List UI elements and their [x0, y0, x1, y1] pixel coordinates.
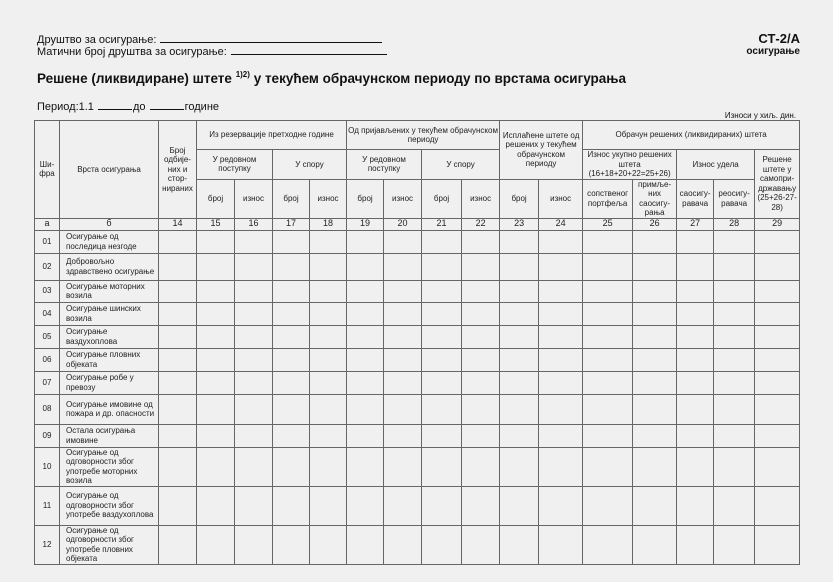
form-code: СТ-2/А: [758, 31, 800, 46]
input-cell[interactable]: [714, 447, 755, 486]
input-cell[interactable]: [384, 348, 422, 371]
row-insurance-type: Осигурање ваздухоплова: [60, 325, 159, 348]
input-cell[interactable]: [422, 325, 462, 348]
company-blank[interactable]: [160, 32, 382, 43]
table-row: [35, 230, 800, 253]
input-cell[interactable]: [539, 486, 583, 525]
input-cell[interactable]: [633, 486, 677, 525]
input-cell[interactable]: [462, 424, 500, 447]
input-cell[interactable]: [500, 280, 539, 302]
table-row: [35, 447, 800, 486]
input-cell[interactable]: [347, 253, 384, 280]
table-row: [35, 525, 800, 564]
input-cell[interactable]: [384, 394, 422, 424]
period-line: [37, 99, 219, 113]
row-code: 01: [35, 230, 60, 253]
input-cell[interactable]: [583, 486, 633, 525]
input-cell[interactable]: [500, 348, 539, 371]
input-cell[interactable]: [583, 302, 633, 325]
row-code: 07: [35, 371, 60, 394]
input-cell[interactable]: [197, 525, 235, 564]
input-cell[interactable]: [755, 325, 800, 348]
input-cell[interactable]: [197, 447, 235, 486]
input-cell[interactable]: [159, 447, 197, 486]
input-cell[interactable]: [310, 348, 347, 371]
header-count: број: [347, 179, 384, 218]
input-cell[interactable]: [197, 348, 235, 371]
input-cell[interactable]: [422, 424, 462, 447]
input-cell[interactable]: [273, 253, 310, 280]
column-number: 20: [384, 218, 422, 230]
input-cell[interactable]: [714, 525, 755, 564]
input-cell[interactable]: [197, 424, 235, 447]
header-reported-dispute: У спору: [422, 150, 500, 180]
input-cell[interactable]: [159, 348, 197, 371]
input-cell[interactable]: [633, 302, 677, 325]
input-cell[interactable]: [197, 280, 235, 302]
input-cell[interactable]: [677, 325, 714, 348]
input-cell[interactable]: [235, 230, 273, 253]
input-cell[interactable]: [755, 486, 800, 525]
input-cell[interactable]: [677, 371, 714, 394]
input-cell[interactable]: [159, 302, 197, 325]
header-amount: износ: [462, 179, 500, 218]
column-number: 25: [583, 218, 633, 230]
input-cell[interactable]: [583, 394, 633, 424]
input-cell[interactable]: [677, 230, 714, 253]
input-cell[interactable]: [384, 486, 422, 525]
input-cell[interactable]: [462, 302, 500, 325]
header-total-amount: Износ укупно решених штета (16+18+20+22=25+26): [583, 150, 677, 180]
column-number: 27: [677, 218, 714, 230]
input-cell[interactable]: [273, 371, 310, 394]
table-row: [35, 325, 800, 348]
row-insurance-type: Осигурање робе у превозу: [60, 371, 159, 394]
input-cell[interactable]: [422, 525, 462, 564]
header-count: број: [422, 179, 462, 218]
form-subtitle: осигурање: [746, 46, 800, 57]
input-cell[interactable]: [677, 280, 714, 302]
input-cell[interactable]: [462, 348, 500, 371]
row-code: 05: [35, 325, 60, 348]
input-cell[interactable]: [235, 280, 273, 302]
input-cell[interactable]: [159, 394, 197, 424]
input-cell[interactable]: [633, 325, 677, 348]
input-cell[interactable]: [422, 447, 462, 486]
input-cell[interactable]: [755, 525, 800, 564]
input-cell[interactable]: [235, 525, 273, 564]
input-cell[interactable]: [159, 230, 197, 253]
row-insurance-type: Осигурање моторних возила: [60, 280, 159, 302]
input-cell[interactable]: [677, 302, 714, 325]
input-cell[interactable]: [755, 348, 800, 371]
input-cell[interactable]: [714, 280, 755, 302]
row-insurance-type: Остала осигурања имовине: [60, 424, 159, 447]
input-cell[interactable]: [347, 230, 384, 253]
title-footnote-ref: 1)2): [235, 70, 250, 79]
header-amount: износ: [235, 179, 273, 218]
row-insurance-type: Осигурање имовине од пожара и др. опасности: [60, 394, 159, 424]
input-cell[interactable]: [197, 325, 235, 348]
input-cell[interactable]: [235, 325, 273, 348]
input-cell[interactable]: [539, 230, 583, 253]
input-cell[interactable]: [422, 253, 462, 280]
input-cell[interactable]: [235, 486, 273, 525]
input-cell[interactable]: [539, 253, 583, 280]
header-coinsurers: саосигу-равача: [677, 179, 714, 218]
input-cell[interactable]: [677, 447, 714, 486]
row-code: 12: [35, 525, 60, 564]
input-cell[interactable]: [310, 486, 347, 525]
row-code: 10: [35, 447, 60, 486]
input-cell[interactable]: [310, 325, 347, 348]
header-own-portfolio: сопственог портфеља: [583, 179, 633, 218]
input-cell[interactable]: [539, 525, 583, 564]
input-cell[interactable]: [273, 486, 310, 525]
column-number: 26: [633, 218, 677, 230]
input-cell[interactable]: [539, 394, 583, 424]
input-cell[interactable]: [462, 447, 500, 486]
input-cell[interactable]: [197, 394, 235, 424]
input-cell[interactable]: [422, 348, 462, 371]
input-cell[interactable]: [347, 280, 384, 302]
header-reported: Од пријављених у текућем обрачунском периоду: [347, 121, 500, 150]
column-number: б: [60, 218, 159, 230]
input-cell[interactable]: [500, 302, 539, 325]
input-cell[interactable]: [384, 424, 422, 447]
input-cell[interactable]: [500, 394, 539, 424]
input-cell[interactable]: [714, 371, 755, 394]
input-cell[interactable]: [714, 302, 755, 325]
input-cell[interactable]: [347, 348, 384, 371]
input-cell[interactable]: [633, 371, 677, 394]
column-number: 21: [422, 218, 462, 230]
table-row: [35, 302, 800, 325]
row-insurance-type: Осигурање од одговорности због употребе ваздухоплова: [60, 486, 159, 525]
input-cell[interactable]: [347, 394, 384, 424]
input-cell[interactable]: [714, 325, 755, 348]
input-cell[interactable]: [384, 525, 422, 564]
input-cell[interactable]: [310, 253, 347, 280]
header-received-coinsurance: примље-них саосигу-рања: [633, 179, 677, 218]
input-cell[interactable]: [755, 280, 800, 302]
input-cell[interactable]: [310, 424, 347, 447]
input-cell[interactable]: [273, 525, 310, 564]
header-reserve-regular: У редовном поступку: [197, 150, 273, 180]
input-cell[interactable]: [197, 371, 235, 394]
input-cell[interactable]: [422, 230, 462, 253]
units-note: Износи у хиљ. дин.: [724, 111, 796, 120]
period-prefix: Период:1.1: [37, 101, 94, 113]
row-code: 09: [35, 424, 60, 447]
input-cell[interactable]: [159, 280, 197, 302]
page-title: [37, 70, 626, 86]
row-code: 08: [35, 394, 60, 424]
input-cell[interactable]: [714, 253, 755, 280]
column-number: 23: [500, 218, 539, 230]
input-cell[interactable]: [539, 371, 583, 394]
header-rejected: Број одбије-них и стор-нираних: [159, 121, 197, 219]
column-number: 19: [347, 218, 384, 230]
input-cell[interactable]: [462, 280, 500, 302]
input-cell[interactable]: [235, 253, 273, 280]
input-cell[interactable]: [539, 280, 583, 302]
header-type: Врста осигурања: [60, 121, 159, 219]
row-code: 03: [35, 280, 60, 302]
row-insurance-type: Осигурање шинских возила: [60, 302, 159, 325]
input-cell[interactable]: [633, 280, 677, 302]
input-cell[interactable]: [159, 525, 197, 564]
table-row: [35, 424, 800, 447]
input-cell[interactable]: [422, 371, 462, 394]
input-cell[interactable]: [159, 253, 197, 280]
input-cell[interactable]: [755, 447, 800, 486]
row-insurance-type: Осигурање од последица незгоде: [60, 230, 159, 253]
input-cell[interactable]: [235, 371, 273, 394]
input-cell[interactable]: [273, 280, 310, 302]
input-cell[interactable]: [714, 486, 755, 525]
input-cell[interactable]: [755, 230, 800, 253]
input-cell[interactable]: [500, 525, 539, 564]
row-code: 04: [35, 302, 60, 325]
input-cell[interactable]: [310, 302, 347, 325]
input-cell[interactable]: [633, 525, 677, 564]
header-from-reserve: Из резервације претходне године: [197, 121, 347, 150]
input-cell[interactable]: [273, 325, 310, 348]
input-cell[interactable]: [583, 280, 633, 302]
table-row: [35, 280, 800, 302]
input-cell[interactable]: [273, 348, 310, 371]
input-cell[interactable]: [755, 371, 800, 394]
input-cell[interactable]: [384, 447, 422, 486]
header-reported-regular: У редовном поступку: [347, 150, 422, 180]
input-cell[interactable]: [539, 424, 583, 447]
input-cell[interactable]: [422, 394, 462, 424]
input-cell[interactable]: [235, 302, 273, 325]
input-cell[interactable]: [462, 525, 500, 564]
period-from-blank[interactable]: [98, 99, 132, 110]
input-cell[interactable]: [310, 230, 347, 253]
input-cell[interactable]: [500, 230, 539, 253]
input-cell[interactable]: [273, 394, 310, 424]
input-cell[interactable]: [583, 325, 633, 348]
header-amount: износ: [539, 179, 583, 218]
input-cell[interactable]: [197, 230, 235, 253]
input-cell[interactable]: [235, 447, 273, 486]
title-main: Решене (ликвидиране) штете: [37, 71, 232, 86]
column-number: 24: [539, 218, 583, 230]
input-cell[interactable]: [235, 424, 273, 447]
input-cell[interactable]: [235, 348, 273, 371]
input-cell[interactable]: [347, 525, 384, 564]
input-cell[interactable]: [347, 325, 384, 348]
row-insurance-type: Осигурање од одговорности због употребе моторних возила: [60, 447, 159, 486]
input-cell[interactable]: [347, 447, 384, 486]
input-cell[interactable]: [677, 253, 714, 280]
input-cell[interactable]: [235, 394, 273, 424]
input-cell[interactable]: [539, 447, 583, 486]
column-number: 15: [197, 218, 235, 230]
header-amount: износ: [384, 179, 422, 218]
header-share-amount: Износ удела: [677, 150, 755, 180]
title-rest: у текућем обрачунском периоду по врстама осигурања: [253, 71, 627, 86]
row-code: 02: [35, 253, 60, 280]
header-reserve-dispute: У спору: [273, 150, 347, 180]
header-amount: износ: [310, 179, 347, 218]
input-cell[interactable]: [384, 371, 422, 394]
input-cell[interactable]: [310, 525, 347, 564]
row-code: 06: [35, 348, 60, 371]
input-cell[interactable]: [677, 394, 714, 424]
input-cell[interactable]: [422, 486, 462, 525]
input-cell[interactable]: [310, 280, 347, 302]
input-cell[interactable]: [539, 302, 583, 325]
input-cell[interactable]: [633, 424, 677, 447]
input-cell[interactable]: [422, 280, 462, 302]
input-cell[interactable]: [197, 486, 235, 525]
row-code: 11: [35, 486, 60, 525]
input-cell[interactable]: [633, 447, 677, 486]
input-cell[interactable]: [310, 394, 347, 424]
input-cell[interactable]: [273, 302, 310, 325]
header-count: број: [273, 179, 310, 218]
column-number: 22: [462, 218, 500, 230]
input-cell[interactable]: [583, 348, 633, 371]
header-paid: Исплаћене штете од решених у текућем обрачунском периоду: [500, 121, 583, 180]
row-insurance-type: Осигурање пловних објеката: [60, 348, 159, 371]
input-cell[interactable]: [159, 371, 197, 394]
input-cell[interactable]: [755, 302, 800, 325]
column-number: 29: [755, 218, 800, 230]
input-cell[interactable]: [384, 230, 422, 253]
header-self-retention: Решене штете у самопри-државању (25+26-27-28): [755, 150, 800, 219]
input-cell[interactable]: [583, 253, 633, 280]
input-cell[interactable]: [159, 486, 197, 525]
claims-table: [34, 120, 800, 565]
input-cell[interactable]: [583, 424, 633, 447]
input-cell[interactable]: [384, 280, 422, 302]
input-cell[interactable]: [462, 230, 500, 253]
input-cell[interactable]: [500, 447, 539, 486]
input-cell[interactable]: [500, 371, 539, 394]
input-cell[interactable]: [677, 525, 714, 564]
period-to-blank[interactable]: [150, 99, 184, 110]
period-suffix: годинe: [184, 101, 220, 113]
input-cell[interactable]: [462, 325, 500, 348]
input-cell[interactable]: [500, 325, 539, 348]
row-insurance-type: Добровољно здравствено осигурање: [60, 253, 159, 280]
input-cell[interactable]: [714, 348, 755, 371]
input-cell[interactable]: [755, 424, 800, 447]
input-cell[interactable]: [714, 230, 755, 253]
input-cell[interactable]: [583, 371, 633, 394]
header-reinsurers: реосигу-равача: [714, 179, 755, 218]
input-cell[interactable]: [633, 348, 677, 371]
input-cell[interactable]: [500, 253, 539, 280]
input-cell[interactable]: [714, 394, 755, 424]
input-cell[interactable]: [273, 447, 310, 486]
input-cell[interactable]: [384, 325, 422, 348]
input-cell[interactable]: [197, 253, 235, 280]
column-number: 28: [714, 218, 755, 230]
column-number: а: [35, 218, 60, 230]
header-code: Ши-фра: [35, 121, 60, 219]
column-number: 14: [159, 218, 197, 230]
input-cell[interactable]: [347, 486, 384, 525]
input-cell[interactable]: [310, 447, 347, 486]
header-count: број: [197, 179, 235, 218]
table-row: [35, 371, 800, 394]
input-cell[interactable]: [347, 371, 384, 394]
input-cell[interactable]: [159, 325, 197, 348]
input-cell[interactable]: [633, 253, 677, 280]
table-row: [35, 348, 800, 371]
column-number: 17: [273, 218, 310, 230]
input-cell[interactable]: [755, 394, 800, 424]
input-cell[interactable]: [462, 486, 500, 525]
input-cell[interactable]: [462, 253, 500, 280]
column-number: 16: [235, 218, 273, 230]
row-insurance-type: Осигурање од одговорности због употребе пловних објеката: [60, 525, 159, 564]
header-settlement: Обрачун решених (ликвидираних) штета: [583, 121, 800, 150]
input-cell[interactable]: [347, 302, 384, 325]
registration-number-label: Матични број друштва за осигурање:: [37, 46, 227, 58]
table-row: [35, 394, 800, 424]
input-cell[interactable]: [755, 253, 800, 280]
input-cell[interactable]: [633, 230, 677, 253]
input-cell[interactable]: [462, 371, 500, 394]
table-row: [35, 253, 800, 280]
input-cell[interactable]: [677, 348, 714, 371]
input-cell[interactable]: [677, 486, 714, 525]
registration-number-field: [37, 44, 387, 59]
input-cell[interactable]: [539, 325, 583, 348]
input-cell[interactable]: [500, 424, 539, 447]
input-cell[interactable]: [197, 302, 235, 325]
registration-number-blank[interactable]: [231, 44, 387, 55]
column-numbers-row: [35, 218, 800, 230]
header-count: број: [500, 179, 539, 218]
input-cell[interactable]: [500, 486, 539, 525]
input-cell[interactable]: [384, 302, 422, 325]
input-cell[interactable]: [583, 230, 633, 253]
input-cell[interactable]: [583, 447, 633, 486]
input-cell[interactable]: [462, 394, 500, 424]
input-cell[interactable]: [633, 394, 677, 424]
table-row: [35, 486, 800, 525]
input-cell[interactable]: [273, 424, 310, 447]
input-cell[interactable]: [677, 424, 714, 447]
input-cell[interactable]: [714, 424, 755, 447]
input-cell[interactable]: [273, 230, 310, 253]
period-to-label: до: [133, 101, 146, 113]
company-label: Друштво за осигурање:: [37, 34, 157, 46]
input-cell[interactable]: [539, 348, 583, 371]
input-cell[interactable]: [583, 525, 633, 564]
input-cell[interactable]: [347, 424, 384, 447]
column-number: 18: [310, 218, 347, 230]
input-cell[interactable]: [422, 302, 462, 325]
input-cell[interactable]: [384, 253, 422, 280]
input-cell[interactable]: [310, 371, 347, 394]
input-cell[interactable]: [159, 424, 197, 447]
